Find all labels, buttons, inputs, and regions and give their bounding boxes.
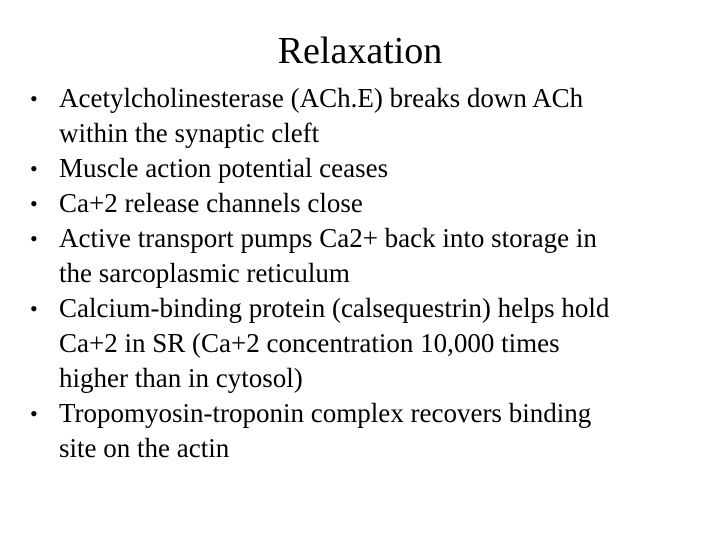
bullet-text-line: Ca+2 release channels close — [59, 188, 363, 218]
bullet-item — [0, 81, 720, 151]
bullet-icon: • — [30, 401, 38, 426]
bullet-icon: • — [30, 226, 38, 251]
bullet-icon: • — [30, 86, 38, 111]
bullet-text-line: within the synaptic cleft — [59, 118, 320, 148]
bullet-icon: • — [30, 191, 38, 216]
bullet-text-line: the sarcoplasmic reticulum — [59, 258, 350, 288]
bullet-item — [0, 221, 720, 291]
bullet-text-line: Muscle action potential ceases — [59, 153, 389, 183]
bullet-list — [0, 81, 720, 466]
bullet-text-line: Active transport pumps Ca2+ back into storage in — [59, 223, 597, 253]
bullet-item — [0, 291, 720, 396]
bullet-item — [0, 151, 720, 186]
bullet-item — [0, 186, 720, 221]
bullet-text-line: higher than in cytosol) — [59, 363, 303, 393]
bullet-text-line: Acetylcholinesterase (ACh.E) breaks down ACh — [59, 83, 584, 113]
bullet-text-line: Calcium-binding protein (calsequestrin) helps hold — [59, 293, 610, 323]
slide-title: Relaxation — [277, 30, 443, 72]
bullet-text-line: Ca+2 in SR (Ca+2 concentration 10,000 times — [59, 328, 560, 358]
bullet-icon: • — [30, 156, 38, 181]
bullet-item — [0, 396, 720, 466]
bullet-icon: • — [30, 296, 38, 321]
bullet-text-line: Tropomyosin-troponin complex recovers binding — [59, 398, 592, 428]
bullet-text-line: site on the actin — [59, 433, 230, 463]
